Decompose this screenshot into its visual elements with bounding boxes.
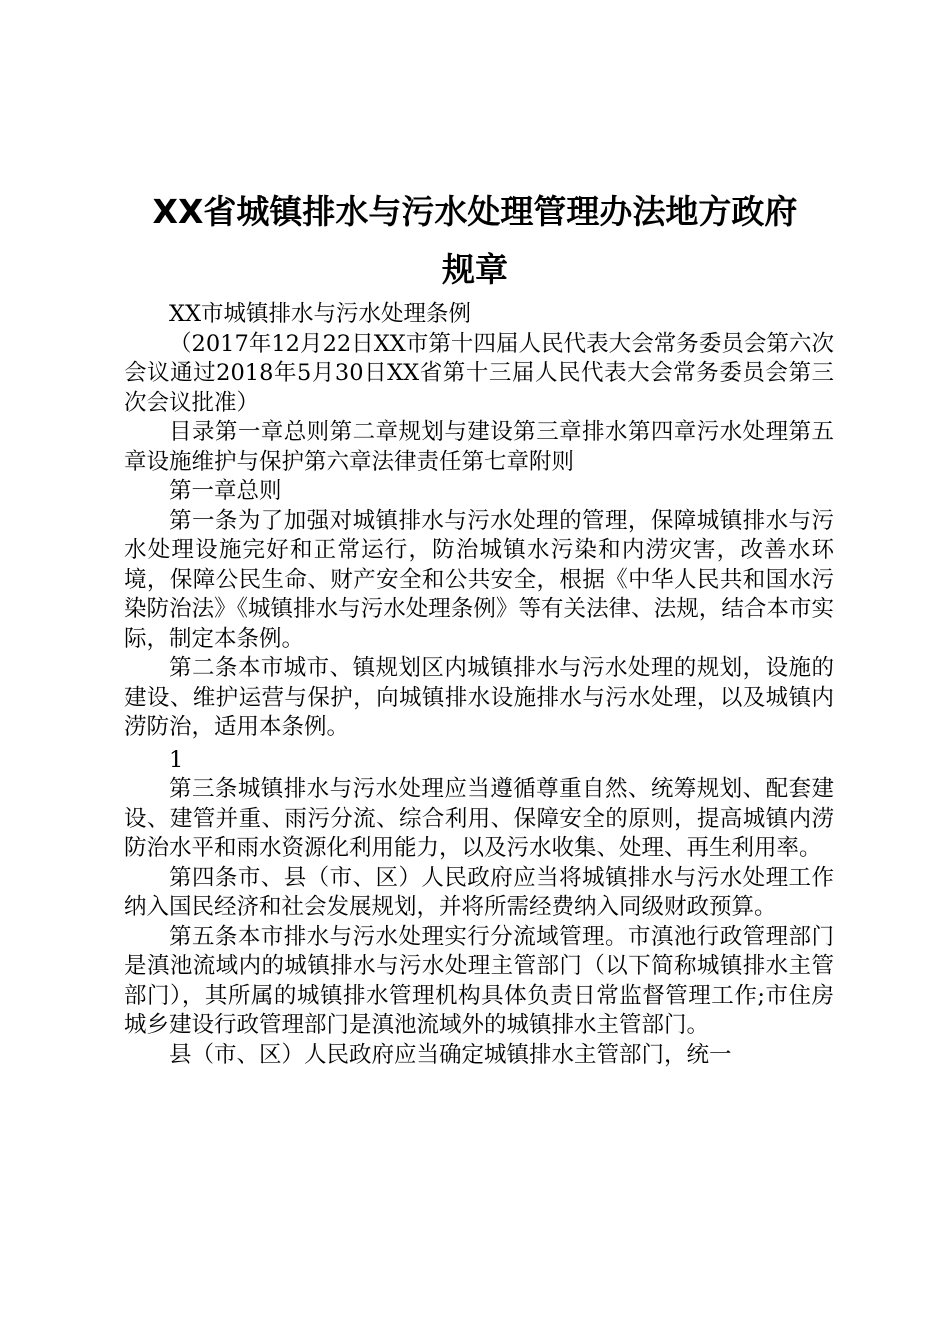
paragraph-table-of-contents: 目录第一章总则第二章规划与建设第三章排水第四章污水处理第五章设施维护与保护第六章法律责任第七章附则 (124, 419, 834, 475)
document-body (124, 300, 834, 1070)
paragraph-article-2: 第二条本市城市、镇规划区内城镇排水与污水处理的规划，设施的建设、维护运营与保护，向城镇排水设施排水与污水处理，以及城镇内涝防治，适用本条例。 (124, 655, 834, 740)
paragraph-article-1: 第一条为了加强对城镇排水与污水处理的管理，保障城镇排水与污水处理设施完好和正常运行，防治城镇水污染和内涝灾害，改善水环境，保障公民生命、财产安全和公共安全，根据《中华人民共和国水污染防治法》《城镇排水与污水处理条例》等有关法律、法规，结合本市实际，制定本条例。 (124, 507, 834, 652)
paragraph-article-3: 第三条城镇排水与污水处理应当遵循尊重自然、统筹规划、配套建设、建管并重、雨污分流、综合利用、保障安全的原则，提高城镇内涝防治水平和雨水资源化利用能力，以及污水收集、处理、再生利用率。 (124, 776, 834, 861)
paragraph-adoption-note: （2017年12月22日XX市第十四届人民代表大会常务委员会第六次会议通过2018年5月30日XX省第十三届人民代表大会常务委员会第三次会议批准） (124, 330, 834, 416)
paragraph-regulation-name: XX市城镇排水与污水处理条例 (169, 301, 472, 327)
paragraph-county-responsibility: 县（市、区）人民政府应当确定城镇排水主管部门，统一 (169, 1041, 732, 1068)
document-title-line-1: XX省城镇排水与污水处理管理办法地方政府 (152, 192, 798, 231)
paragraph-article-5: 第五条本市排水与污水处理实行分流域管理。市滇池行政管理部门是滇池流域内的城镇排水与污水处理主管部门（以下简称城镇排水主管部门），其所属的城镇排水管理机构具体负责日常监督管理工作;市住房城乡建设行政管理部门是滇池流域外的城镇排水主管部门。 (124, 923, 834, 1038)
paragraph-chapter-heading: 第一章总则 (169, 478, 282, 504)
paragraph-article-4: 第四条市、县（市、区）人民政府应当将城镇排水与污水处理工作纳入国民经济和社会发展规划，并将所需经费纳入同级财政预算。 (124, 864, 834, 920)
document-title-line-2: 规章 (442, 250, 508, 289)
page-number: 1 (169, 746, 184, 773)
